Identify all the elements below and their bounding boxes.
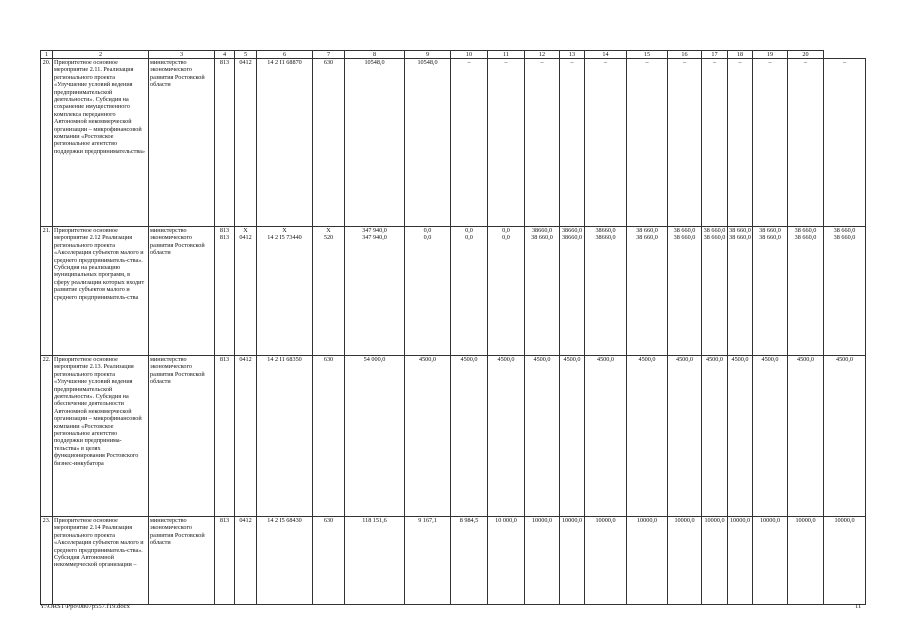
value-text: 38 660,0 xyxy=(531,234,553,242)
value-text: 38 660,0 xyxy=(833,227,856,234)
value-text: 347 940,0 xyxy=(362,227,387,234)
value-text: – xyxy=(842,59,847,66)
value-cell xyxy=(788,227,824,356)
value-cell xyxy=(313,227,345,356)
value-text: 0,0 xyxy=(502,234,510,242)
header-cell: 15 xyxy=(627,51,668,59)
value-text: 813 xyxy=(219,517,230,524)
value-text: – xyxy=(682,59,687,66)
value-text: 38 660,0 xyxy=(703,234,726,242)
value-cell xyxy=(235,356,257,517)
value-cell xyxy=(824,356,866,517)
value-text: 10000,0 xyxy=(795,517,816,524)
value-cell xyxy=(627,356,668,517)
value-cell xyxy=(488,59,525,227)
value-cell xyxy=(728,227,753,356)
value-cell xyxy=(525,227,560,356)
value-cell xyxy=(788,517,824,605)
value-cell xyxy=(824,227,866,356)
value-cell xyxy=(788,59,824,227)
header-cell: 6 xyxy=(257,51,313,59)
value-text: 4500,0 xyxy=(675,356,693,363)
header-cell: 18 xyxy=(728,51,753,59)
row-number: 22. xyxy=(41,356,53,517)
value-text: 8 984,5 xyxy=(459,517,479,524)
value-cell xyxy=(560,227,585,356)
value-text: 347 940,0 xyxy=(362,234,387,242)
value-cell xyxy=(215,517,235,605)
value-cell xyxy=(345,59,405,227)
value-cell xyxy=(585,227,627,356)
value-cell xyxy=(702,356,728,517)
value-cell xyxy=(215,227,235,356)
value-text: 520 xyxy=(323,234,334,242)
header-cell: 13 xyxy=(560,51,585,59)
value-text: 0,0 xyxy=(465,234,473,242)
value-text: 4500,0 xyxy=(497,356,515,363)
value-cell xyxy=(728,517,753,605)
value-cell xyxy=(257,356,313,517)
value-text: 0,0 xyxy=(423,227,432,234)
value-text: 10000,0 xyxy=(704,517,725,524)
value-cell xyxy=(405,59,451,227)
value-cell xyxy=(405,356,451,517)
value-text: 4500,0 xyxy=(563,356,581,363)
table-row xyxy=(41,517,866,605)
value-text: 4500,0 xyxy=(533,356,551,363)
value-text: 10000,0 xyxy=(595,517,616,524)
value-text: 4500,0 xyxy=(418,356,436,363)
header-cell: 14 xyxy=(585,51,627,59)
value-text: 4500,0 xyxy=(761,356,779,363)
value-cell xyxy=(488,517,525,605)
budget-table xyxy=(40,50,866,605)
file-path: Y:\ORST\Ppo\0807p557.f19.docx xyxy=(40,603,130,610)
row-number: 21. xyxy=(41,227,53,356)
value-text: – xyxy=(738,59,742,66)
value-text: 38 660,0 xyxy=(673,227,696,234)
value-text: 0412 xyxy=(239,59,252,66)
value-text: 9 167,1 xyxy=(418,517,437,524)
value-text: 0412 xyxy=(239,517,252,524)
value-cell xyxy=(627,517,668,605)
header-cell: 17 xyxy=(702,51,728,59)
value-cell xyxy=(788,356,824,517)
value-text: 4500,0 xyxy=(731,356,749,363)
value-text: – xyxy=(467,59,471,66)
value-cell xyxy=(560,59,585,227)
value-text: 0,0 xyxy=(465,227,473,234)
value-cell xyxy=(668,356,702,517)
value-text: 0,0 xyxy=(423,234,432,242)
header-cell: 19 xyxy=(753,51,788,59)
header-cell: 8 xyxy=(345,51,405,59)
value-text: 10000,0 xyxy=(834,517,855,524)
value-text: 10000,0 xyxy=(674,517,695,524)
value-cell xyxy=(668,59,702,227)
header-cell: 4 xyxy=(215,51,235,59)
value-text: 38 660,0 xyxy=(673,234,696,242)
value-cell xyxy=(702,59,728,227)
value-text: 38 660,0 xyxy=(703,227,726,234)
executor: министерство экономического развития Ростовской области xyxy=(149,59,215,227)
value-text: 630 xyxy=(323,356,334,363)
value-cell xyxy=(488,356,525,517)
value-text: 38 660,0 xyxy=(729,234,751,242)
value-cell xyxy=(313,59,345,227)
value-cell xyxy=(451,517,488,605)
value-cell xyxy=(753,356,788,517)
value-text: 14 2 I1 68350 xyxy=(267,356,302,363)
value-text: – xyxy=(712,59,717,66)
header-cell: 11 xyxy=(488,51,525,59)
row-number: 23. xyxy=(41,517,53,605)
value-text: 38 660,0 xyxy=(833,234,856,242)
value-text: 630 xyxy=(323,517,334,524)
value-cell xyxy=(824,59,866,227)
value-text: – xyxy=(570,59,574,66)
value-text: Х xyxy=(326,227,331,234)
value-text: 813 xyxy=(219,59,230,66)
value-text: 813 xyxy=(219,234,230,242)
header-cell: 10 xyxy=(451,51,488,59)
value-text: 0412 xyxy=(239,356,252,363)
value-cell xyxy=(313,356,345,517)
value-text: 10 000,0 xyxy=(495,517,517,524)
value-text: 38 660,0 xyxy=(794,227,817,234)
header-cell: 1 xyxy=(41,51,53,59)
value-cell xyxy=(560,356,585,517)
value-text: 813 xyxy=(219,356,230,363)
value-cell xyxy=(585,59,627,227)
table-row xyxy=(41,59,866,227)
value-text: 4500,0 xyxy=(460,356,478,363)
value-text: 4500,0 xyxy=(638,356,656,363)
value-cell xyxy=(668,517,702,605)
value-text: 10000,0 xyxy=(561,517,583,524)
value-text: – xyxy=(504,59,508,66)
value-cell xyxy=(257,517,313,605)
value-text: 38660,0 xyxy=(595,227,616,234)
value-cell xyxy=(728,59,753,227)
value-cell xyxy=(627,227,668,356)
value-cell xyxy=(525,59,560,227)
value-cell xyxy=(313,517,345,605)
value-text: – xyxy=(768,59,772,66)
value-cell xyxy=(345,227,405,356)
value-cell xyxy=(451,356,488,517)
executor: министерство экономического развития Ростовской области xyxy=(149,517,215,605)
value-text: 38 660,0 xyxy=(759,227,781,234)
value-cell xyxy=(405,517,451,605)
value-text: 14 2 I5 73440 xyxy=(267,234,302,242)
header-cell: 12 xyxy=(525,51,560,59)
value-text: 10548,0 xyxy=(364,59,385,66)
value-cell xyxy=(702,227,728,356)
value-cell xyxy=(215,356,235,517)
value-text: 38660,0 xyxy=(561,227,583,234)
value-text: 54 000,0 xyxy=(363,356,386,363)
header-cell: 16 xyxy=(668,51,702,59)
value-text: 10000,0 xyxy=(759,517,781,524)
measure-name: Приоритетное основное мероприятие 2.14 Реализация регионального проекта «Акселерация субъектов малого и среднего предприниматель-ства». Субсидия Автономной некоммерческой организации – xyxy=(53,517,149,605)
value-cell xyxy=(585,517,627,605)
value-cell xyxy=(235,59,257,227)
value-text: 14 2 I1 68870 xyxy=(267,59,302,66)
value-cell xyxy=(215,59,235,227)
value-text: 0412 xyxy=(239,234,252,242)
value-text: 118 151,6 xyxy=(362,517,387,524)
value-text: 10000,0 xyxy=(636,517,658,524)
value-cell xyxy=(405,227,451,356)
executor: министерство экономического развития Ростовской области xyxy=(149,227,215,356)
value-cell xyxy=(753,227,788,356)
value-cell xyxy=(345,356,405,517)
value-text: 4500,0 xyxy=(796,356,814,363)
value-cell xyxy=(525,356,560,517)
value-cell xyxy=(702,517,728,605)
value-cell xyxy=(235,227,257,356)
value-text: 38660,0 xyxy=(595,234,616,242)
value-text: Х xyxy=(282,227,287,234)
page-number: 11 xyxy=(855,603,862,610)
value-text: 38 660,0 xyxy=(794,234,817,242)
value-cell xyxy=(235,517,257,605)
value-cell xyxy=(627,59,668,227)
header-cell: 3 xyxy=(149,51,215,59)
value-cell xyxy=(257,59,313,227)
header-cell: 5 xyxy=(235,51,257,59)
value-text: 4500,0 xyxy=(705,356,723,363)
measure-name: Приоритетное основное мероприятие 2.11. Реализация регионального проекта «Улучшение условий ведения предпринимательской деятельности». Субсидия на сохранение имущественного комплекса переданного Автономной некоммерческой организации – микрофинансовой компании «Ростовское региональное агентство поддержки предпринимательства» xyxy=(53,59,149,227)
value-text: – xyxy=(603,59,608,66)
value-cell xyxy=(585,356,627,517)
header-cell: 2 xyxy=(53,51,149,59)
value-cell xyxy=(753,517,788,605)
value-cell xyxy=(560,517,585,605)
value-cell xyxy=(753,59,788,227)
value-cell xyxy=(488,227,525,356)
value-text: – xyxy=(540,59,544,66)
header-cell: 9 xyxy=(405,51,451,59)
value-text: 38 660,0 xyxy=(636,234,658,242)
value-text: 14 2 I5 68430 xyxy=(267,517,302,524)
value-text: – xyxy=(803,59,808,66)
value-cell xyxy=(257,227,313,356)
value-cell xyxy=(345,517,405,605)
row-number: 20. xyxy=(41,59,53,227)
value-text: 38 660,0 xyxy=(759,234,781,242)
value-text: – xyxy=(645,59,649,66)
value-cell xyxy=(451,59,488,227)
table-row xyxy=(41,356,866,517)
value-text: Х xyxy=(243,227,248,234)
value-text: 4500,0 xyxy=(596,356,614,363)
value-text: 38660,0 xyxy=(531,227,553,234)
value-text: 38 660,0 xyxy=(636,227,658,234)
value-text: 0,0 xyxy=(502,227,510,234)
value-text: 10000,0 xyxy=(729,517,751,524)
value-cell xyxy=(824,517,866,605)
value-text: 38660,0 xyxy=(561,234,583,242)
value-text: 10000,0 xyxy=(531,517,553,524)
value-text: 813 xyxy=(219,227,230,234)
header-row xyxy=(41,51,866,59)
measure-name: Приоритетное основное мероприятие 2.12 Реализация регионального проекта «Акселерация субъектов малого и среднего предприниматель-ства». Субсидия на реализацию муниципальных программ, в сферу реализации которых входит развитие субъектов малого и среднего предприниматель-ства xyxy=(53,227,149,356)
executor: министерство экономического развития Ростовской области xyxy=(149,356,215,517)
value-cell xyxy=(525,517,560,605)
value-text: 4500,0 xyxy=(835,356,853,363)
value-text: 630 xyxy=(323,59,334,66)
value-cell xyxy=(668,227,702,356)
measure-name: Приоритетное основное мероприятие 2.13. Реализация регионального проекта «Улучшение условий ведения предпринимательской деятельности». Субсидия на обеспечение деятельности Автономной некоммерческой организации – микрофинансовой компании «Ростовское региональное агентство поддержки предпринима-тельства» в целях функционирования Ростовского бизнес-инкубатора xyxy=(53,356,149,517)
header-cell: 20 xyxy=(788,51,824,59)
value-cell xyxy=(728,356,753,517)
header-cell: 7 xyxy=(313,51,345,59)
table-row xyxy=(41,227,866,356)
value-text: 10548,0 xyxy=(417,59,438,66)
value-text: 38 660,0 xyxy=(729,227,751,234)
value-cell xyxy=(451,227,488,356)
